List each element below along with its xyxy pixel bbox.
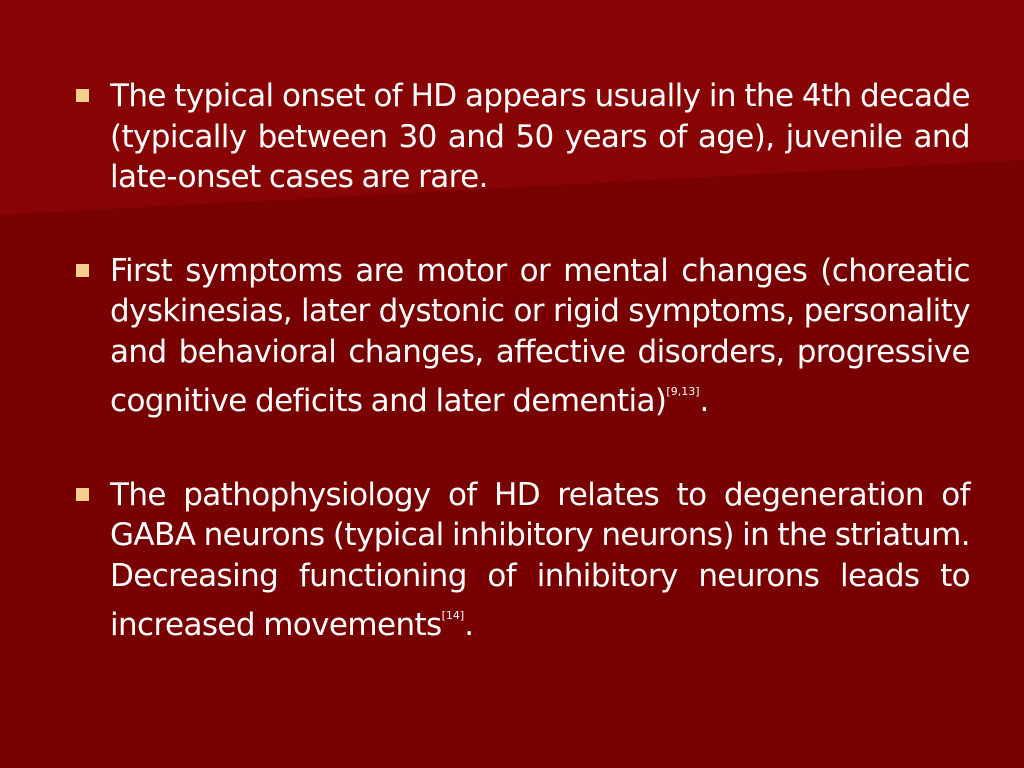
bullet-text: First symptoms are motor or mental changes (choreatic dyskinesias, later dystonic or rigid symptoms, personality and behavioral changes, affective disorders, progressive cognitive deficits and later dementia) xyxy=(110,252,970,419)
citation-reference: [14] xyxy=(441,609,465,622)
square-bullet-icon xyxy=(76,488,89,501)
bullet-text: The typical onset of HD appears usually in the 4th decade (typically between 30 and 50 years of age), juvenile and late-onset cases are rare. xyxy=(110,78,970,195)
slide-content xyxy=(70,76,970,646)
bullet-item-symptoms xyxy=(70,251,970,422)
bullet-item-pathophysiology xyxy=(70,475,970,646)
bullet-end-punctuation: . xyxy=(464,607,474,643)
bullet-text: The pathophysiology of HD relates to degeneration of GABA neurons (typical inhibitory neurons) in the striatum. Decreasing functioning of inhibitory neurons leads to increased movements xyxy=(110,476,970,643)
bullet-item-onset xyxy=(70,76,970,198)
bullet-end-punctuation: . xyxy=(699,383,709,419)
square-bullet-icon xyxy=(76,264,89,277)
citation-reference: [9,13] xyxy=(666,385,700,398)
square-bullet-icon xyxy=(76,89,89,102)
